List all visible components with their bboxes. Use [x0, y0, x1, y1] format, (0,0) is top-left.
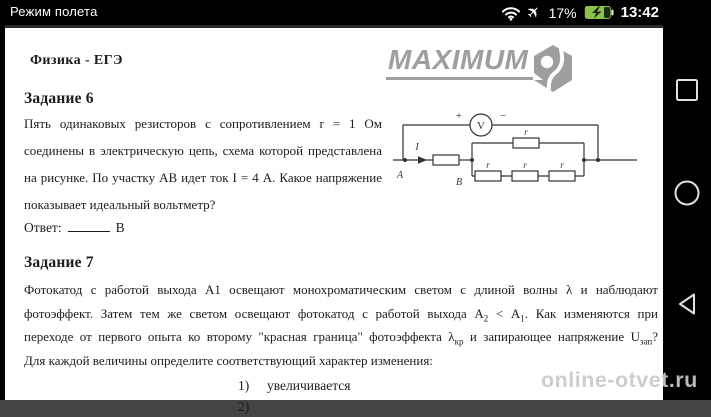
resistor-label: r	[524, 127, 528, 137]
status-bar-icons	[501, 0, 659, 25]
text-line: переходе от первого опыта ко второму "красная граница" фотоэффекта $\lambda_{кр}$ и запирающее напряжение $U_{зап}$?	[24, 329, 658, 347]
text-line: Для каждой величины определите соответствующий характер изменения:	[24, 352, 433, 368]
option-row	[238, 396, 350, 417]
answer-blank	[68, 218, 110, 232]
page-title: Физика - ЕГЭ	[30, 53, 123, 68]
node-b-label: B	[455, 177, 463, 188]
task7-heading: Задание 7	[24, 254, 94, 271]
resistor-label: r	[486, 160, 490, 170]
current-arrow-icon	[418, 156, 427, 164]
resistor-label: r	[560, 160, 564, 170]
plus-sign: +	[455, 110, 463, 122]
maximum-logo-text: MAXIMUM	[386, 45, 533, 80]
answer-label: Ответ:	[24, 220, 62, 235]
recents-button[interactable]	[663, 70, 711, 110]
text-line: Фотокатод с работой выхода А1 освещают монохроматическим светом с длиной волны λ и наблюдают	[24, 282, 658, 297]
option-label: увеличивается	[267, 378, 351, 393]
task7-text	[24, 278, 658, 372]
text-line: соединены в электрическую цепь, схема которой представлена	[24, 143, 382, 158]
option-row	[238, 375, 350, 396]
back-button[interactable]	[663, 284, 711, 324]
circle-icon	[674, 180, 700, 206]
android-nav-bar	[663, 25, 711, 400]
wifi-icon	[501, 5, 521, 21]
circuit-diagram	[391, 103, 663, 198]
minus-sign: −	[499, 110, 507, 122]
option-number: 2)	[238, 399, 250, 414]
resistor-label: r	[523, 160, 527, 170]
text-line: на рисунке. По участку АВ идет ток I = 4 А. Какое напряжение	[24, 170, 382, 185]
clock: 13:42	[620, 4, 659, 21]
task6-heading: Задание 6	[24, 90, 94, 107]
voltmeter-label: V	[477, 120, 485, 132]
status-bar	[0, 0, 711, 25]
task7-options	[238, 375, 350, 417]
watermark: online-otvet.ru	[541, 368, 698, 392]
answer-line	[24, 218, 125, 236]
square-icon	[675, 78, 699, 102]
maximum-logo-icon	[533, 45, 573, 93]
document-page	[5, 28, 663, 414]
task6-text	[24, 110, 382, 218]
maximum-logo	[386, 45, 573, 93]
triangle-left-icon	[675, 292, 699, 316]
text-line: фотоэффект. Затем тем же светом освещают фотокатод с работой выхода $А_2 < А_1$. Как изменяются при	[24, 305, 658, 324]
airplane-icon: ✈	[523, 1, 546, 23]
text-line: показывает идеальный вольтметр?	[24, 197, 216, 212]
battery-percent: 17%	[548, 4, 577, 21]
node-a-label: A	[396, 170, 404, 181]
option-number: 1)	[238, 378, 250, 393]
answer-unit: В	[115, 220, 125, 235]
current-label: I	[415, 142, 419, 153]
home-button[interactable]	[663, 173, 711, 213]
battery-icon	[584, 5, 614, 20]
airplane-mode-label: Режим полета	[10, 4, 98, 19]
text-line: Пять одинаковых резисторов с сопротивлением r = 1 Ом	[24, 116, 382, 131]
